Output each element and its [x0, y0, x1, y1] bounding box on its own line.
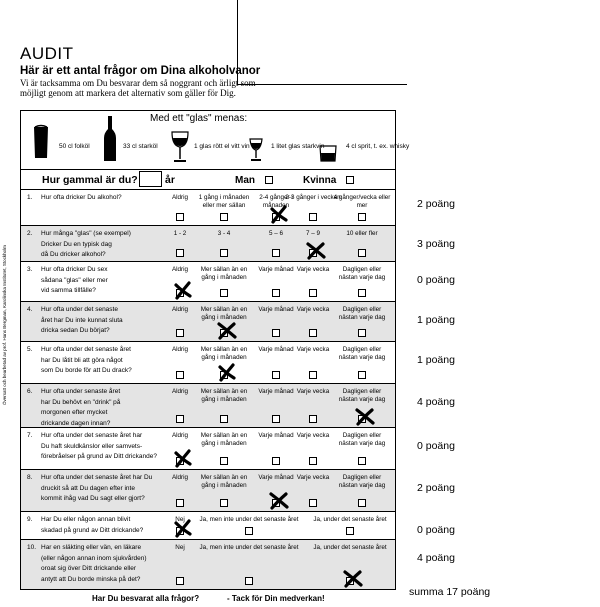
question-text: som Du borde för att Du drack? — [41, 367, 132, 374]
answer-mark-icon — [216, 363, 238, 383]
question-text: antytt att Du borde minska på det? — [41, 575, 141, 583]
answer-checkbox[interactable] — [220, 499, 228, 507]
answer-option-label: Aldrig — [171, 194, 189, 201]
answer-checkbox[interactable] — [176, 249, 184, 257]
answer-checkbox[interactable] — [272, 329, 280, 337]
question-score: 0 poäng — [417, 440, 455, 452]
drink-label: 4 cl sprit, t. ex. whisky — [346, 143, 410, 150]
question-text: Hur ofta under senaste året — [41, 388, 121, 395]
answer-option-label: Aldrig — [171, 306, 189, 313]
question-text: druckit så att Du dagen efter inte — [41, 484, 135, 492]
answer-option-label: Varje månad — [258, 266, 294, 273]
answer-checkbox[interactable] — [176, 499, 184, 507]
answer-option-label: Varje vecka — [296, 432, 330, 439]
question-text: drickande dagen innan? — [41, 419, 111, 427]
question-text: Hur ofta under det senaste året har Du — [41, 474, 153, 481]
answer-option-label: Ja, under det senaste året — [313, 544, 387, 551]
answer-mark-icon — [342, 569, 364, 589]
answer-option-label: 1 - 2 — [173, 230, 187, 237]
age-question: Hur gammal är du? — [42, 174, 138, 186]
question-number: 7. — [27, 432, 33, 439]
answer-checkbox[interactable] — [272, 289, 280, 297]
answer-checkbox[interactable] — [358, 289, 366, 297]
question-score: 1 poäng — [417, 314, 455, 326]
answer-checkbox[interactable] — [358, 457, 366, 465]
question-text: dricka sedan Du börjat? — [41, 327, 110, 334]
answer-checkbox[interactable] — [358, 329, 366, 337]
answer-checkbox[interactable] — [309, 499, 317, 507]
question-text: sådana "glas" eller mer — [41, 276, 108, 284]
question-text: (eller någon annan inom sjukvården) — [41, 554, 147, 562]
question-text: vid samma tillfälle? — [41, 287, 96, 294]
answer-option-label: 10 eller fler — [346, 230, 378, 237]
question-score: 0 poäng — [417, 274, 455, 286]
answer-checkbox[interactable] — [272, 415, 280, 423]
answer-checkbox[interactable] — [309, 457, 317, 465]
question-text: Har Du eller någon annan blivit — [41, 516, 131, 523]
answer-option-label: Varje månad — [258, 346, 294, 353]
total-score: summa 17 poäng — [409, 586, 491, 598]
answer-checkbox[interactable] — [272, 249, 280, 257]
drink-label: 50 cl folköl — [59, 143, 90, 150]
answer-option-label: 2-4 gånger i månaden — [259, 194, 293, 209]
answer-mark-icon — [268, 491, 290, 511]
answer-checkbox[interactable] — [358, 499, 366, 507]
question-text: Du haft skuldkänslor eller samvets- — [41, 442, 143, 450]
answer-checkbox[interactable] — [176, 577, 184, 585]
page-subtitle: Här är ett antal frågor om Dina alkoholvanor — [20, 65, 261, 77]
answer-option-label: Varje vecka — [296, 388, 330, 395]
answer-option-label: Mer sällan än en gång i månaden — [200, 266, 248, 281]
answer-checkbox[interactable] — [220, 249, 228, 257]
question-text: Hur ofta under det senaste året har — [41, 432, 143, 439]
answer-option-label: Aldrig — [171, 432, 189, 439]
answer-option-label: Mer sällan än en gång i månaden — [200, 432, 248, 447]
answer-option-label: 3 - 4 — [217, 230, 231, 237]
answer-option-label: Mer sällan än en gång i månaden — [200, 346, 248, 361]
footer-thanks: - Tack för Din medverkan! — [227, 594, 325, 603]
answer-mark-icon — [172, 519, 194, 539]
answer-option-label: Dagligen eller nästan varje dag — [338, 306, 386, 321]
answer-option-label: Varje månad — [258, 432, 294, 439]
answer-option-label: 2-3 gånger i veckan — [285, 194, 341, 201]
answer-mark-icon — [268, 205, 290, 225]
answer-option-label: Nej — [175, 516, 185, 523]
answer-mark-icon — [354, 407, 376, 427]
answer-option-label: Varje vecka — [296, 306, 330, 313]
answer-option-label: Mer sällan än en gång i månaden — [200, 474, 248, 489]
answer-option-label: 4 gånger/vecka eller mer — [333, 194, 391, 209]
answer-checkbox[interactable] — [220, 415, 228, 423]
question-number: 1. — [27, 194, 33, 201]
answer-checkbox[interactable] — [309, 213, 317, 221]
answer-checkbox[interactable] — [220, 457, 228, 465]
answer-checkbox[interactable] — [358, 249, 366, 257]
answer-option-label: Dagligen eller nästan varje dag — [338, 266, 386, 281]
age-unit: år — [165, 174, 175, 186]
answer-option-label: Dagligen eller nästan varje dag — [338, 432, 386, 447]
answer-option-label: 1 gång i månaden eller mer sällan — [198, 194, 250, 209]
question-score: 2 poäng — [417, 482, 455, 494]
answer-option-label: Mer sällan än en gång i månaden — [200, 306, 248, 321]
answer-mark-icon — [305, 241, 327, 261]
answer-checkbox[interactable] — [245, 577, 253, 585]
answer-option-label: Dagligen eller nästan varje dag — [338, 388, 386, 403]
question-number: 9. — [27, 516, 33, 523]
question-number: 4. — [27, 306, 33, 313]
answer-option-label: Aldrig — [171, 474, 189, 481]
question-number: 8. — [27, 474, 33, 481]
answer-option-label: Varje månad — [258, 388, 294, 395]
question-score: 4 poäng — [417, 396, 455, 408]
answer-option-label: Nej — [175, 544, 185, 551]
answer-option-label: Varje vecka — [296, 266, 330, 273]
drink-label: 33 cl starköl — [123, 143, 158, 150]
question-text: morgonen efter mycket — [41, 409, 108, 416]
gender-man-checkbox[interactable] — [265, 176, 273, 184]
answer-checkbox[interactable] — [309, 289, 317, 297]
answer-checkbox[interactable] — [176, 329, 184, 337]
question-text: Har en släkting eller vän, en läkare — [41, 544, 142, 551]
answer-checkbox[interactable] — [176, 213, 184, 221]
beer-bottle-icon — [102, 116, 118, 162]
answer-option-label: Varje vecka — [296, 474, 330, 481]
answer-mark-icon — [172, 281, 194, 301]
answer-option-label: Varje vecka — [296, 346, 330, 353]
answer-checkbox[interactable] — [220, 213, 228, 221]
question-number: 3. — [27, 266, 33, 273]
question-text: Hur många "glas" (se exempel) — [41, 230, 131, 237]
question-number: 6. — [27, 388, 33, 395]
question-text: oroat sig över Ditt drickande eller — [41, 565, 137, 572]
beer-glass-icon — [32, 124, 50, 160]
question-text: förebråelser på grund av Ditt drickande? — [41, 453, 157, 460]
question-score: 0 poäng — [417, 524, 455, 536]
footer-question: Har Du besvarat alla frågor? — [92, 594, 200, 603]
answer-option-label: 7 – 9 — [305, 230, 320, 237]
question-text: Hur ofta dricker Du sex — [41, 266, 108, 273]
question-score: 3 poäng — [417, 238, 455, 250]
question-score: 2 poäng — [417, 198, 455, 210]
question-number: 10. — [27, 544, 37, 551]
gender-man-label: Man — [235, 175, 255, 186]
answer-option-label: Mer sällan än en gång i månaden — [200, 388, 248, 403]
answer-checkbox[interactable] — [309, 371, 317, 379]
answer-option-label: Aldrig — [171, 346, 189, 353]
answer-checkbox[interactable] — [309, 329, 317, 337]
answer-checkbox[interactable] — [245, 527, 253, 535]
answer-checkbox[interactable] — [309, 415, 317, 423]
question-text: Hur ofta under det senaste — [41, 306, 118, 313]
question-text: året har Du inte kunnat sluta — [41, 316, 123, 324]
question-score: 1 poäng — [417, 354, 455, 366]
answer-checkbox[interactable] — [358, 371, 366, 379]
answer-checkbox[interactable] — [358, 213, 366, 221]
drink-label: 1 glas rött el vitt vin — [194, 143, 250, 150]
answer-option-label: Ja, men inte under det senaste året — [199, 544, 299, 551]
small-glass-icon — [249, 138, 263, 162]
question-number: 2. — [27, 230, 33, 237]
answer-option-label: 5 – 6 — [268, 230, 283, 237]
glass-heading: Med ett "glas" menas: — [150, 113, 248, 124]
question-text: Dricker Du en typisk dag — [41, 240, 112, 248]
wine-glass-icon — [171, 131, 189, 163]
answer-option-label: Ja, under det senaste året — [313, 516, 387, 523]
answer-checkbox[interactable] — [272, 457, 280, 465]
answer-checkbox[interactable] — [220, 289, 228, 297]
top-divider-horizontal — [237, 84, 407, 85]
answer-option-label: Varje månad — [258, 306, 294, 313]
question-text: skadad på grund av Ditt drickande? — [41, 526, 144, 534]
drink-label: 1 litet glas starkvin — [271, 143, 325, 150]
intro-text: Vi är tacksamma om Du besvarar dem så noggrant och ärligt som möjligt genom att markera det alternativ som gäller för Dig. — [20, 78, 256, 98]
answer-option-label: Dagligen eller nästan varje dag — [338, 474, 386, 489]
answer-mark-icon — [172, 449, 194, 469]
question-number: 5. — [27, 346, 33, 353]
question-text: Hur ofta under det senaste året — [41, 346, 131, 353]
question-text: har Du låtit bli att göra något — [41, 356, 123, 364]
answer-option-label: Ja, men inte under det senaste året — [199, 516, 299, 523]
question-text: då Du dricker alkohol? — [41, 251, 106, 258]
answer-option-label: Aldrig — [171, 266, 189, 273]
question-score: 4 poäng — [417, 552, 455, 564]
answer-option-label: Aldrig — [171, 388, 189, 395]
gender-woman-checkbox[interactable] — [346, 176, 354, 184]
translator-credit: Översatt och bearbetad av prof. Hans Bergman, Karolinska Institutet, Stockholm — [2, 245, 7, 405]
age-input[interactable] — [139, 171, 162, 187]
answer-checkbox[interactable] — [176, 415, 184, 423]
answer-checkbox[interactable] — [272, 371, 280, 379]
page-title: AUDIT — [20, 44, 74, 63]
answer-option-label: Dagligen eller nästan varje dag — [338, 346, 386, 361]
answer-checkbox[interactable] — [346, 527, 354, 535]
question-text: Hur ofta dricker Du alkohol? — [41, 194, 122, 201]
answer-mark-icon — [216, 321, 238, 341]
answer-option-label: Varje månad — [258, 474, 294, 481]
gender-woman-label: Kvinna — [303, 175, 337, 186]
answer-checkbox[interactable] — [176, 371, 184, 379]
question-text: har Du behövt en "drink" på — [41, 398, 121, 406]
question-text: kommit ihåg vad Du sagt eller gjort? — [41, 495, 145, 502]
